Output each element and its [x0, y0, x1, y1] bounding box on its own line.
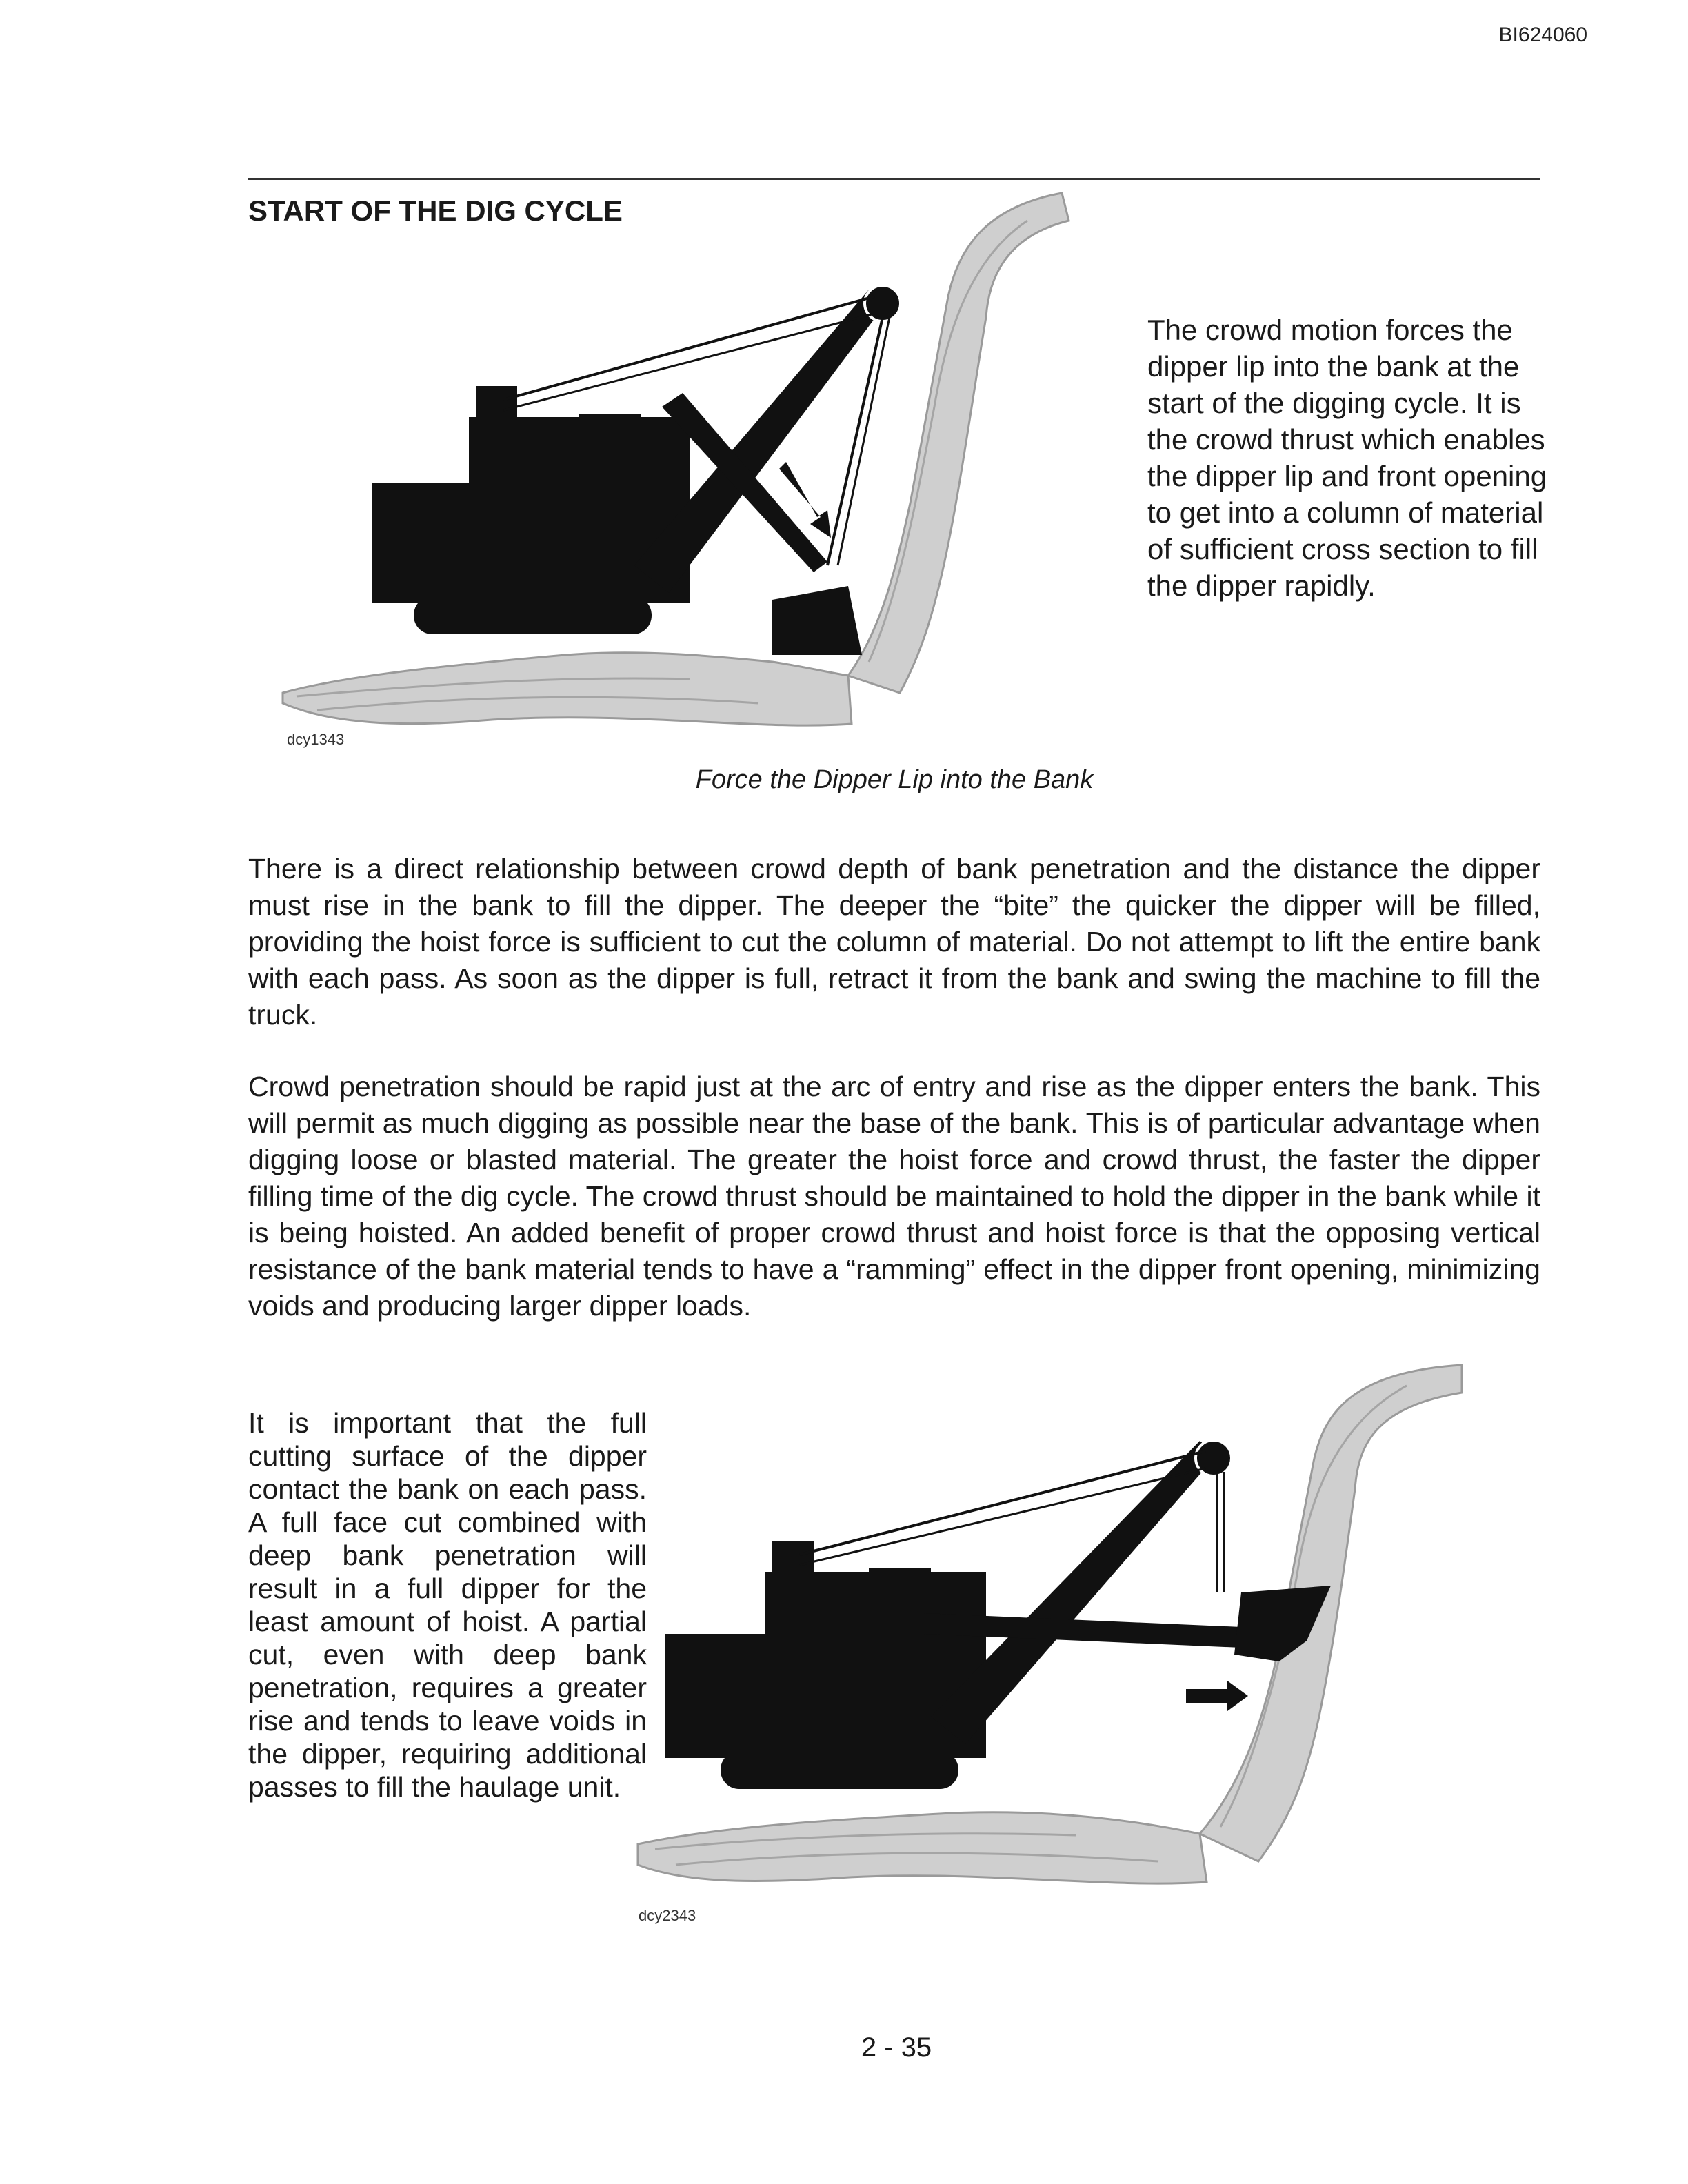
body-paragraph-2: Crowd penetration should be rapid just at the arc of entry and rise as the dipper enters the bank. This will permit as much digging as possible near the base of the bank. This is of particular advantage when digging loose or blasted material. The greater the hoist force and crowd thrust, the faster the dipper filling time of the dig cycle. The crowd thrust should be maintained to hold the dipper in the bank while it is being hoisted. An added benefit of proper crowd thrust and hoist force is that the opposing vertical resistance of the bank material tends to have a “ramming” effect in the dipper front opening, minimizing voids and producing larger dipper loads.	[248, 1071, 1540, 1322]
figure-1-description: The crowd motion forces the dipper lip into the bank at the start of the digging cycle. It is the crowd thrust which enables the dipper lip and front opening to get into a column of material of sufficient cross section to fill the dipper rapidly.	[1147, 314, 1547, 602]
document-id: BI624060	[1498, 23, 1587, 46]
page-number: 2 - 35	[861, 2032, 932, 2063]
figure-2-description: It is important that the full cutting surface of the dipper contact the bank on each pass. A full face cut combined with deep bank penetration will result in a full dipper for the least amount of hoist. A partial cut, even with deep bank penetration, requires a greater rise and tends to leave voids in the dipper, requiring additional passes to fill the haulage unit.	[248, 1407, 647, 1803]
figure-2-illustration	[634, 1358, 1545, 1930]
figure-1-caption: Force the Dipper Lip into the Bank	[695, 765, 1094, 794]
mining-shovel-icon	[276, 179, 1186, 751]
mining-shovel-icon	[634, 1358, 1545, 1930]
figure-1-illustration	[276, 179, 1186, 751]
section-title: START OF THE DIG CYCLE	[248, 194, 623, 227]
body-paragraph-1: There is a direct relationship between crowd depth of bank penetration and the distance the dipper must rise in the bank to fill the dipper. The deeper the “bite” the quicker the dipper will be filled, providing the hoist force is sufficient to cut the column of material. Do not attempt to lift the entire bank with each pass. As soon as the dipper is full, retract it from the bank and swing the machine to fill the truck.	[248, 853, 1540, 1031]
figure-1-code: dcy1343	[287, 731, 345, 748]
figure-2-code: dcy2343	[639, 1907, 696, 1924]
